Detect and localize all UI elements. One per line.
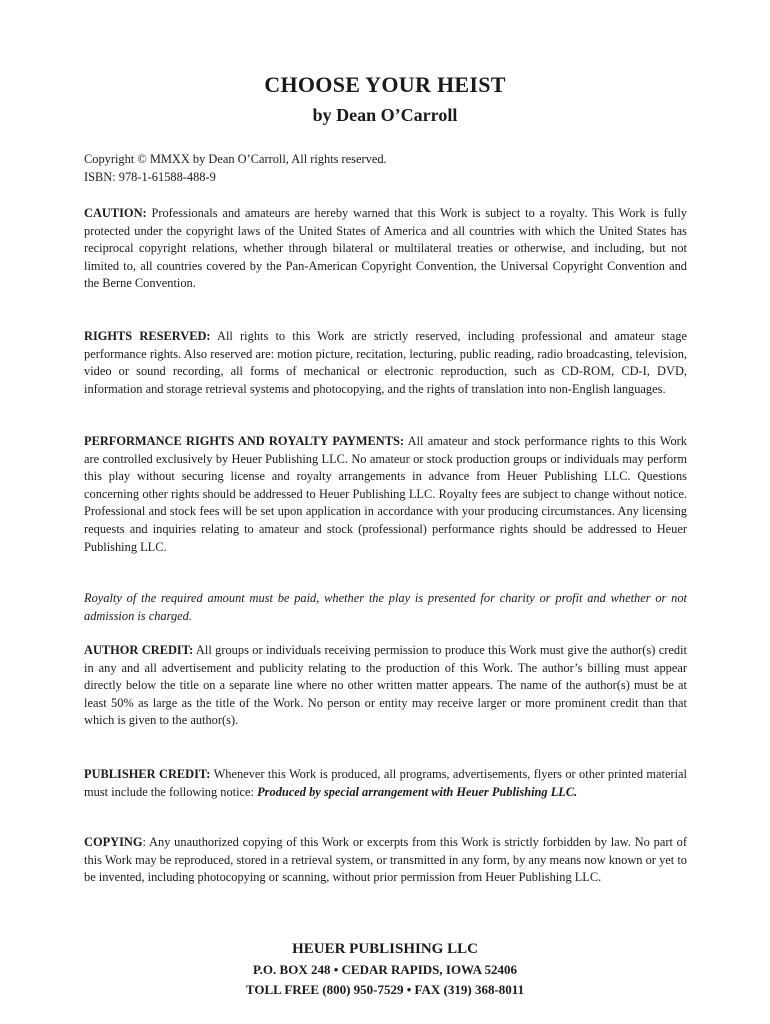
publisher-credit-text: Whenever this Work is produced, all programs, advertisements, flyers or other printed material must include the following notice: xyxy=(84,767,687,799)
rights-reserved-paragraph xyxy=(84,328,687,398)
publisher-credit-paragraph xyxy=(84,766,687,801)
performance-rights-text: All amateur and stock performance rights to this Work are controlled exclusively by Heuer Publishing LLC. No amateur or stock production groups or individuals may perform this play without securing license and royalty arrangements in advance from Heuer Publishing LLC. Questions concerning other rights should be addressed to Heuer Publishing LLC. Royalty fees are subject to change without notice. Professional and stock fees will be set upon application in accordance with your producing circumstances. Any licensing requests and inquiries relating to amateur and stock (professional) performance rights should be addressed to Heuer Publishing LLC. xyxy=(84,434,687,554)
publisher-credit-notice: Produced by special arrangement with Heuer Publishing LLC. xyxy=(257,784,578,799)
royalty-note: Royalty of the required amount must be paid, whether the play is presented for charity or profit and whether or not admission is charged. xyxy=(84,591,687,623)
performance-rights-paragraph xyxy=(84,433,687,556)
publisher-credit-label: PUBLISHER CREDIT: xyxy=(84,767,211,781)
caution-paragraph xyxy=(84,205,687,293)
publisher-address: P.O. BOX 248 • CEDAR RAPIDS, IOWA 52406 xyxy=(252,962,518,977)
copyright-notice xyxy=(84,151,687,186)
caution-label: CAUTION: xyxy=(84,206,147,220)
copying-label: COPYING xyxy=(84,835,143,849)
performance-rights-label: PERFORMANCE RIGHTS AND ROYALTY PAYMENTS: xyxy=(84,434,405,448)
author-byline: by Dean O’Carroll xyxy=(312,105,458,125)
rights-reserved-text: All rights to this Work are strictly reserved, including professional and amateur stage performance rights. Also reserved are: motion picture, recitation, lecturing, public reading, radio broadcasting, television, video or sound recording, all forms of mechanical or electronic reproduction, such as CD-ROM, CD-I, DVD, information and storage retrieval systems and photocopying, and the rights of translation into non-English languages. xyxy=(84,329,687,396)
copying-paragraph xyxy=(84,834,687,887)
publisher-phone: TOLL FREE (800) 950-7529 • FAX (319) 368-8011 xyxy=(245,982,525,997)
publisher-name: HEUER PUBLISHING LLC xyxy=(292,941,478,957)
copying-text: : Any unauthorized copying of this Work or excerpts from this Work is strictly forbidden by law. No part of this Work may be reproduced, stored in a retrieval system, or transmitted in any form, by any means now known or yet to be invented, including photocopying or scanning, without prior permission from Heuer Publishing LLC. xyxy=(84,835,687,885)
copyright-line: Copyright © MMXX by Dean O’Carroll, All rights reserved. xyxy=(84,152,387,166)
author-credit-text: All groups or individuals receiving permission to produce this Work must give the author(s) credit in any and all advertisement and publicity relating to the production of this Work. The author’s billing must appear directly below the title on a separate line where no other written matter appears. The name of the author(s) must be at least 50% as large as the title of the Work. No person or entity may receive larger or more prominent credit than that which is given to the author(s). xyxy=(84,643,687,728)
isbn-line: ISBN: 978-1-61588-488-9 xyxy=(84,169,216,184)
caution-text: Professionals and amateurs are hereby warned that this Work is subject to a royalty. This Work is fully protected under the copyright laws of the United States of America and all countries with which the United States has reciprocal copyright relations, whether through bilateral or multilateral treaties or otherwise, and including, but not limited to, all countries covered by the Pan-American Copyright Convention, the Universal Copyright Convention and the Berne Convention. xyxy=(84,206,687,291)
author-credit-label: AUTHOR CREDIT: xyxy=(84,643,194,657)
rights-reserved-label: RIGHTS RESERVED: xyxy=(84,329,211,343)
page-title: CHOOSE YOUR HEIST xyxy=(264,72,506,97)
author-credit-paragraph xyxy=(84,642,687,730)
